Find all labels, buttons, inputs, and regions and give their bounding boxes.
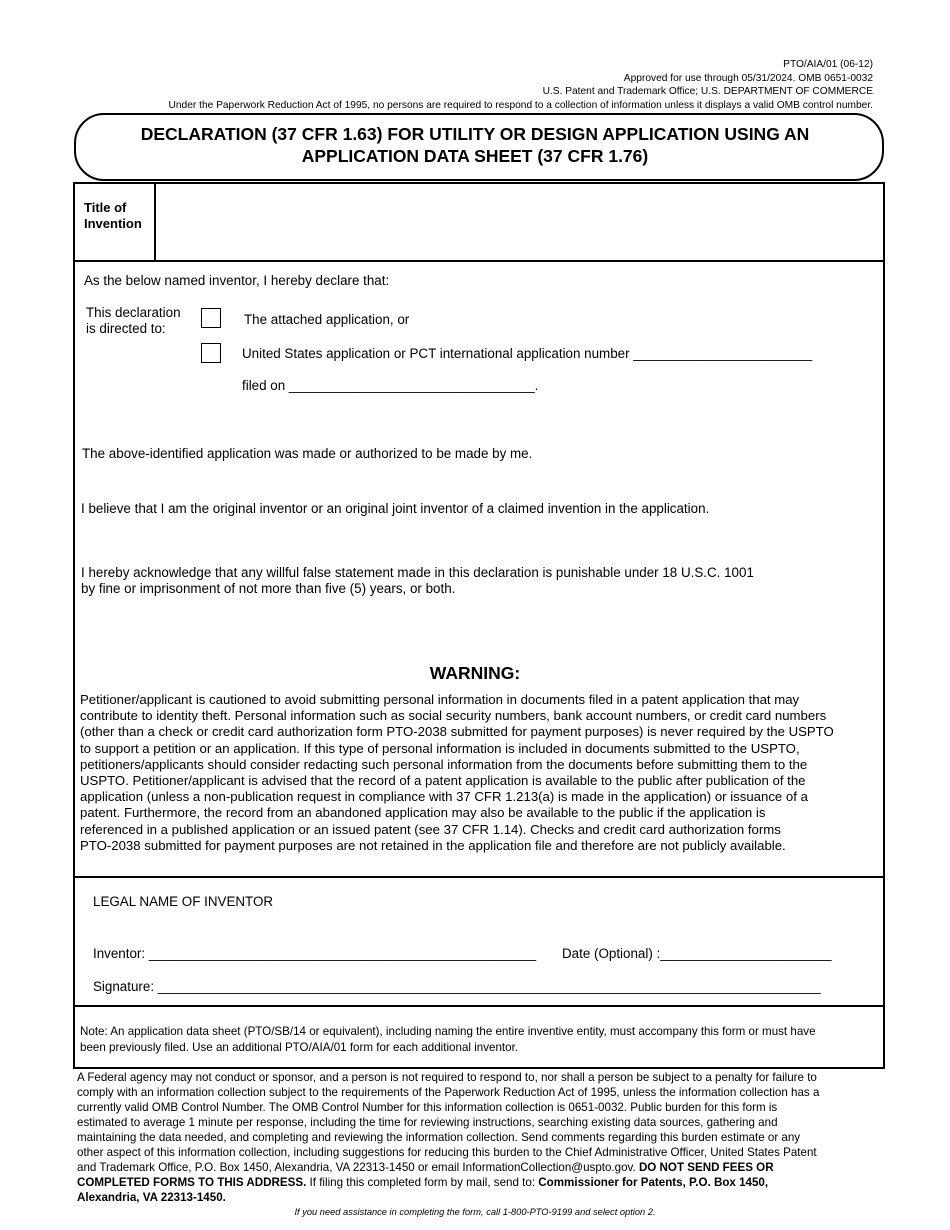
- form-frame: [73, 182, 885, 1069]
- agency-name: U.S. Patent and Trademark Office; U.S. DEPARTMENT OF COMMERCE: [542, 86, 873, 97]
- paperwork-notice: Under the Paperwork Reduction Act of 1995, no persons are required to respond to a collection of information unless it displays a valid OMB control number.: [168, 99, 873, 111]
- invention-title-label: Title of Invention: [84, 200, 142, 231]
- signature-field[interactable]: Signature: _________________________________________________________________________________________: [93, 979, 821, 994]
- us-pct-application-label: United States application or PCT international application number ________________________: [242, 346, 813, 361]
- assistance-footer: If you need assistance in completing the form, call 1-800-PTO-9199 and select option 2.: [294, 1207, 656, 1217]
- invention-divider: [154, 184, 156, 261]
- form-title: [100, 123, 850, 167]
- omb-approval: Approved for use through 05/31/2024. OMB 0651-0032: [623, 72, 873, 84]
- statement-original-inventor: I believe that I am the original inventor or an original joint inventor of a claimed invention in the application.: [81, 501, 710, 516]
- inventor-section-heading: LEGAL NAME OF INVENTOR: [93, 894, 274, 909]
- directed-to-label: This declaration is directed to:: [86, 305, 181, 336]
- form-header: [169, 58, 873, 112]
- form-number: PTO/AIA/01 (06-12): [783, 59, 873, 70]
- divider-invention: [75, 260, 883, 262]
- us-pct-application-checkbox[interactable]: [201, 343, 221, 363]
- ads-note: Note: An application data sheet (PTO/SB/14 or equivalent), including naming the entire inventive entity, must accompany this form or must have been previously filed. Use an additional PTO/AIA/01 form for each additional inventor.: [80, 1025, 816, 1054]
- invention-title-field[interactable]: [165, 192, 865, 256]
- inventor-name-field[interactable]: Inventor: ____________________________________________________: [93, 946, 537, 961]
- statement-authorized: The above-identified application was made or authorized to be made by me.: [82, 446, 533, 461]
- form-title-line1: DECLARATION (37 CFR 1.63) FOR UTILITY OR DESIGN APPLICATION USING AN: [140, 124, 810, 144]
- divider-warning: [75, 876, 883, 878]
- warning-paragraph: Petitioner/applicant is cautioned to avoid submitting personal information in documents filed in a patent application that may contribute to identity theft. Personal information such as social security numbers, bank account numbers, or credit card numbers (other than a check or credit card authorization form PTO-2038 submitted for payment purposes) is never required by the USPTO to support a petition or an application. If this type of personal information is included in documents submitted to the USPTO, petitioners/applicants should consider redacting such personal information from the documents before submitting them to the USPTO. Petitioner/applicant is advised that the record of a patent application is available to the public after publication of the application (unless a non-publication request in compliance with 37 CFR 1.213(a) is made in the application) or issuance of a patent. Furthermore, the record from an abandoned application may also be available to the public if the application is referenced in a published application or an issued patent (see 37 CFR 1.14). Checks and credit card authorization forms PTO-2038 submitted for payment purposes are not retained in the application file and therefore are not publicly available.: [80, 692, 834, 853]
- attached-application-label: The attached application, or: [244, 312, 410, 327]
- date-field[interactable]: Date (Optional) :_______________________: [562, 946, 832, 961]
- statement-false-statement: I hereby acknowledge that any willful false statement made in this declaration is punishable under 18 U.S.C. 1001 by fine or imprisonment of not more than five (5) years, or both.: [81, 565, 754, 596]
- declaration-intro: As the below named inventor, I hereby declare that:: [84, 273, 390, 288]
- warning-heading: WARNING:: [429, 663, 521, 683]
- filed-on-field[interactable]: filed on _________________________________.: [242, 378, 539, 393]
- form-title-line2: APPLICATION DATA SHEET (37 CFR 1.76): [301, 146, 649, 166]
- attached-application-checkbox[interactable]: [201, 308, 221, 328]
- burden-statement: A Federal agency may not conduct or sponsor, and a person is not required to respond to, nor shall a person be subject to a penalty for failure to comply with an information collection subject to the requirements of the Paperwork Reduction Act of 1995, unless the information collection has a currently valid OMB Control Number. The OMB Control Number for this information collection is 0651-0032. Public burden for this form is estimated to average 1 minute per response, including the time for reviewing instructions, searching existing data sources, gathering and maintaining the data needed, and completing and reviewing the information collection. Send comments regarding this burden estimate or any other aspect of this information collection, including suggestions for reducing this burden to the Chief Administrative Officer, United States Patent and Trademark Office, P.O. Box 1450, Alexandria, VA 22313-1450 or email InformationCollection@uspto.gov. DO NOT SEND FEES OR COMPLETED FORMS TO THIS ADDRESS. If filing this completed form by mail, send to: Commissioner for Patents, P.O. Box 1450, Alexandria, VA 22313-1450.: [77, 1071, 820, 1204]
- divider-inventor: [75, 1005, 883, 1007]
